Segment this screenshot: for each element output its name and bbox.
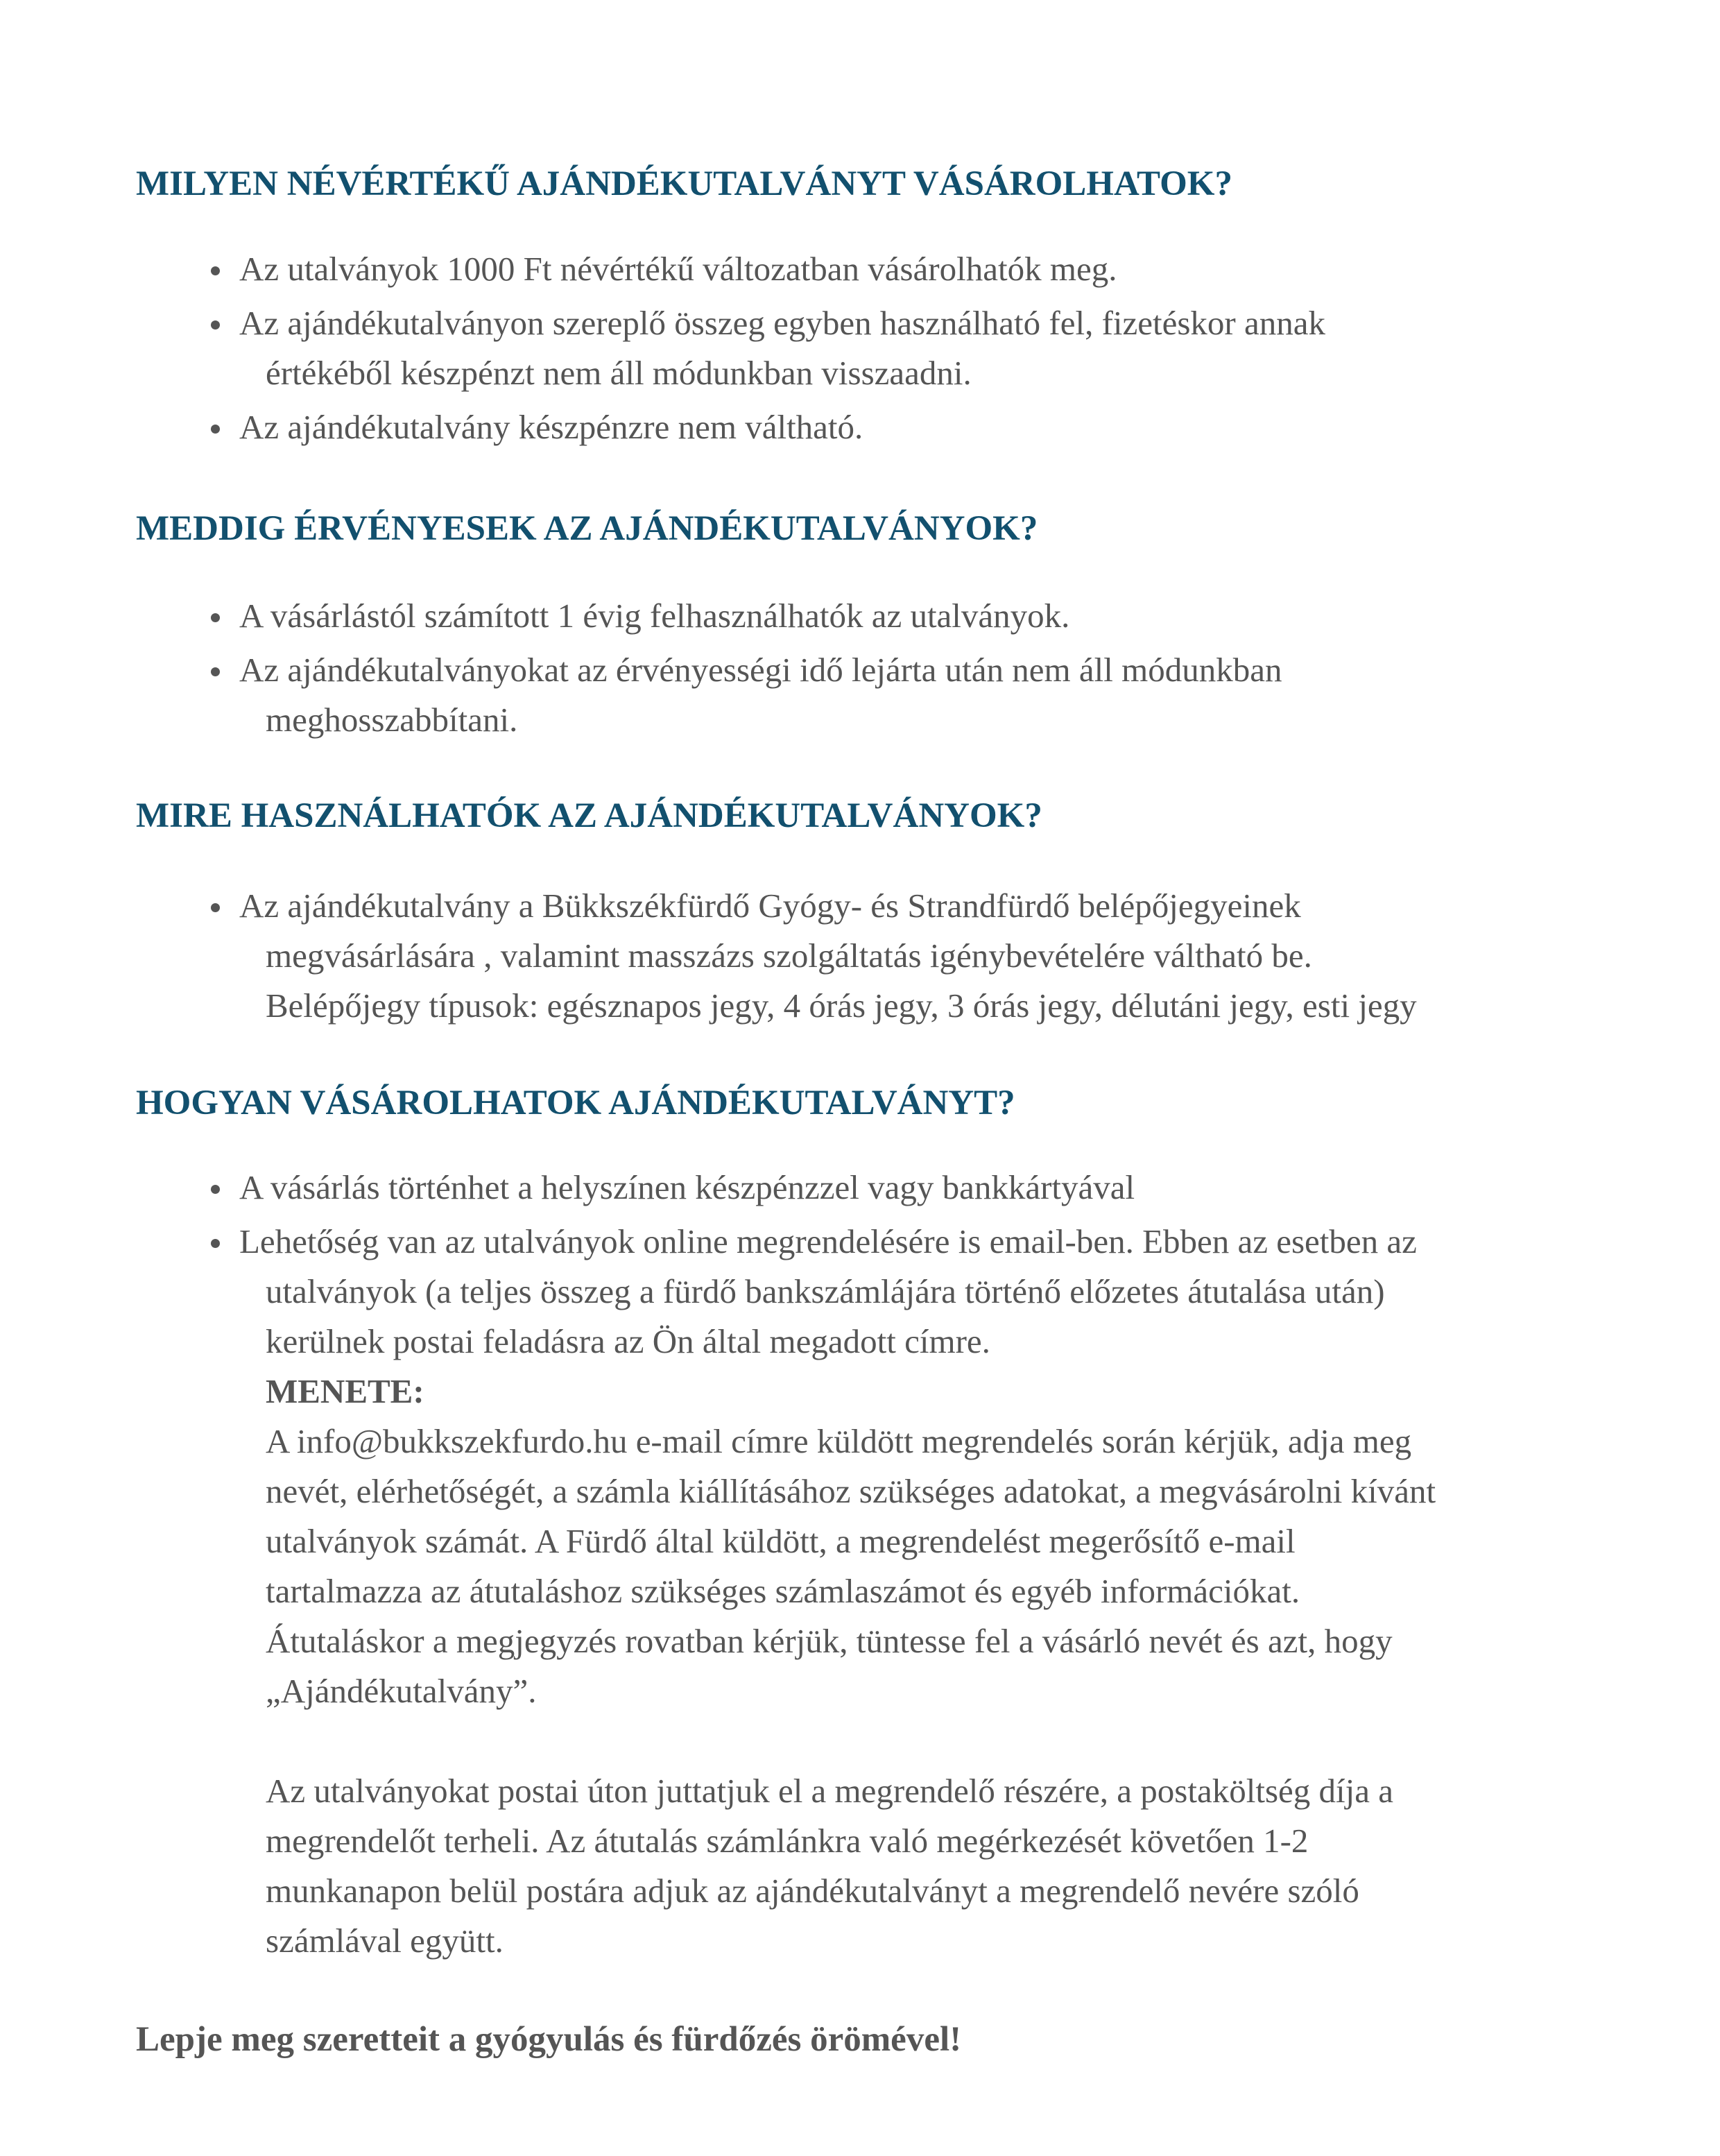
list-item-text: utalványok (a teljes összeg a fürdő bankszámlájára történő előzetes átutalása után) [266, 1272, 1385, 1310]
delivery-text: Az utalványokat postai úton juttatjuk el a megrendelő részére, a postaköltség díja a [266, 1772, 1393, 1810]
list-item [0, 881, 1696, 1031]
bullet-icon [211, 320, 220, 330]
procedure-subheading: MENETE: [266, 1372, 424, 1410]
section-list-purchase [0, 1163, 1696, 1970]
bullet-icon [211, 1239, 220, 1248]
list-item-text: Az utalványok 1000 Ft névértékű változatban vásárolhatók meg. [239, 250, 1117, 288]
section-heading-validity: MEDDIG ÉRVÉNYESEK AZ AJÁNDÉKUTALVÁNYOK? [136, 509, 1038, 548]
list-item [0, 244, 1696, 294]
closing-tagline: Lepje meg szeretteit a gyógyulás és fürdőzés örömével! [136, 2020, 962, 2059]
list-item [0, 1163, 1696, 1213]
list-item [0, 591, 1696, 641]
delivery-text: megrendelőt terheli. Az átutalás számlánkra való megérkezését követően 1-2 [266, 1822, 1309, 1860]
list-item-text: meghosszabbítani. [266, 701, 518, 739]
list-item [0, 402, 1696, 452]
procedure-text: Átutaláskor a megjegyzés rovatban kérjük, tüntesse fel a vásárló nevét és azt, hogy [266, 1622, 1393, 1660]
section-list-denomination [0, 244, 1696, 456]
section-list-usage [0, 881, 1696, 1035]
delivery-text: munkanapon belül postára adjuk az ajándékutalványt a megrendelő nevére szóló [266, 1872, 1359, 1910]
list-item-text: megvásárlására , valamint masszázs szolgáltatás igénybevételére váltható be. [266, 936, 1312, 975]
email-address-text: A info@bukkszekfurdo.hu e-mail címre küldött megrendelés során kérjük, adja meg [266, 1422, 1412, 1460]
list-item-text: Az ajándékutalvány a Bükkszékfürdő Gyógy- és Strandfürdő belépőjegyeinek [239, 887, 1301, 925]
procedure-text: nevét, elérhetőségét, a számla kiállításához szükséges adatokat, a megvásárolni kívánt [266, 1472, 1436, 1510]
list-item-text: értékéből készpénzt nem áll módunkban visszaadni. [266, 354, 972, 392]
section-heading-usage: MIRE HASZNÁLHATÓK AZ AJÁNDÉKUTALVÁNYOK? [136, 796, 1042, 835]
procedure-text: tartalmazza az átutaláshoz szükséges számlaszámot és egyéb információkat. [266, 1572, 1300, 1610]
list-item-text: Az ajándékutalvány készpénzre nem váltható. [239, 408, 863, 446]
list-item-text: Belépőjegy típusok: egésznapos jegy, 4 órás jegy, 3 órás jegy, délutáni jegy, esti jegy [266, 986, 1417, 1025]
bullet-icon [211, 425, 220, 434]
list-item [0, 1217, 1696, 1966]
bullet-icon [211, 667, 220, 676]
procedure-text: „Ajándékutalvány”. [266, 1672, 537, 1710]
list-item [0, 645, 1696, 745]
list-item-text: kerülnek postai feladásra az Ön által megadott címre. [266, 1322, 990, 1360]
list-item-text: Az ajándékutalványon szereplő összeg egyben használható fel, fizetéskor annak [239, 304, 1325, 342]
section-list-validity [0, 591, 1696, 749]
section-heading-purchase: HOGYAN VÁSÁROLHATOK AJÁNDÉKUTALVÁNYT? [136, 1084, 1015, 1122]
list-item-text: Lehetőség van az utalványok online megrendelésére is email-ben. Ebben az esetben az [239, 1222, 1417, 1260]
paragraph-gap [239, 1716, 1696, 1766]
section-heading-denomination: MILYEN NÉVÉRTÉKŰ AJÁNDÉKUTALVÁNYT VÁSÁROLHATOK? [136, 164, 1232, 203]
delivery-text: számlával együtt. [266, 1922, 504, 1960]
list-item [0, 298, 1696, 398]
list-item-text: Az ajándékutalványokat az érvényességi idő lejárta után nem áll módunkban [239, 651, 1282, 689]
bullet-icon [211, 1185, 220, 1194]
procedure-text: utalványok számát. A Fürdő által küldött, a megrendelést megerősítő e-mail [266, 1522, 1296, 1560]
bullet-icon [211, 266, 220, 275]
bullet-icon [211, 903, 220, 912]
list-item-text: A vásárlástól számított 1 évig felhasználhatók az utalványok. [239, 597, 1070, 635]
list-item-text: A vásárlás történhet a helyszínen készpénzzel vagy bankkártyával [239, 1168, 1135, 1206]
bullet-icon [211, 613, 220, 622]
